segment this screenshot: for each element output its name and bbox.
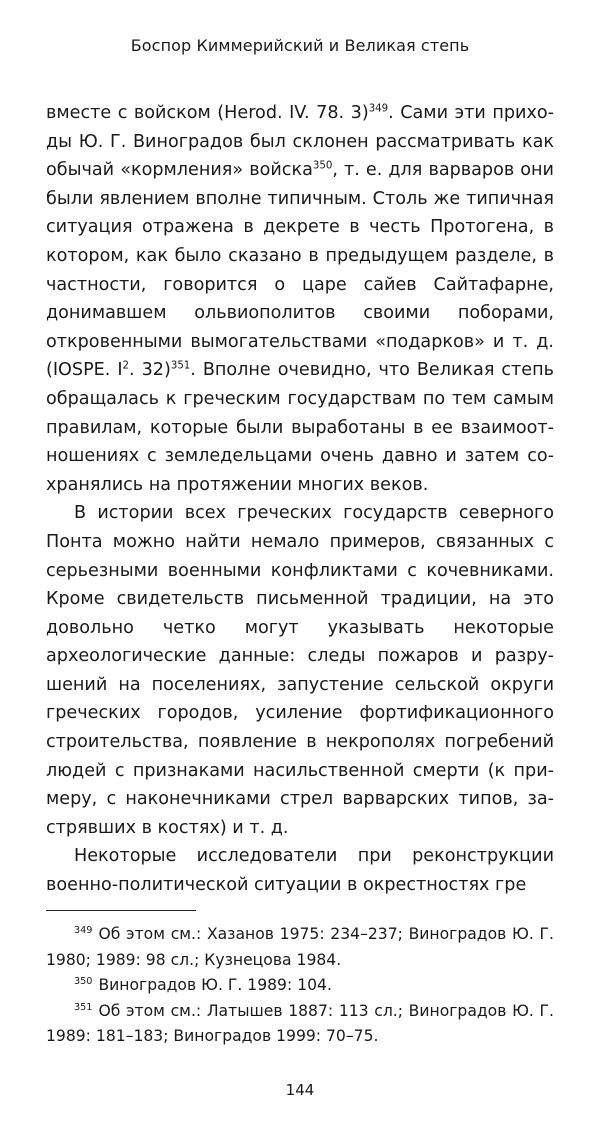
- footnote-number: 349: [74, 925, 93, 937]
- footnote-351: [46, 999, 554, 1050]
- footnotes: [46, 922, 554, 1050]
- page-number: 144: [285, 1081, 315, 1099]
- footnote-number: 351: [74, 1001, 93, 1013]
- text-run: . 32): [129, 360, 171, 381]
- paragraph-3: Некоторые исследователи при реконструкции военно-политической ситуации в окрестностях гре: [46, 846, 554, 896]
- footnote-text: Об этом см.: Хазанов 1975: 234–237; Виноградов Ю. Г. 1980; 1989: 98 сл.; Кузнецова 1984.: [46, 925, 554, 969]
- footnote-text: Виноградов Ю. Г. 1989: 104.: [98, 976, 332, 994]
- text-run: , т. е. для варваров они были явлением вполне типичным. Столь же типичная ситуация отражена в декрете в честь Протогена, в котором, как было сказано в предыдущем разделе, в частности, говорится о царе сайев Сайтафарне, донимавшем ольвиополитов своими поборами, откровенными вымогательствами «подарков» и т. д. (IOSPE. I: [46, 160, 554, 381]
- running-head: Боспор Киммерийский и Великая степь: [130, 36, 470, 55]
- superscript-2: 2: [122, 361, 130, 373]
- footnote-349: [46, 922, 554, 973]
- body-text: [46, 99, 554, 900]
- text-run: . Сами эти приходы Ю. Г. Виноградов был склонен рассматривать как обычай «кормления» войска: [46, 103, 554, 181]
- footnote-350: [46, 973, 554, 999]
- footnote-separator: [46, 910, 196, 911]
- footnote-ref-350: 350: [312, 160, 333, 172]
- footnote-ref-351: 351: [170, 361, 191, 373]
- footnote-ref-349: 349: [368, 103, 389, 115]
- text-run: . Вполне очевидно, что Великая степь обращалась к греческим государствам по тем самым правилам, которые были выработаны в ее взаимоотношениях с земледельцами очень давно и затем сохранялись на протяжении многих веков.: [46, 360, 555, 495]
- paragraph-1: [46, 99, 554, 499]
- text-run: вместе с войском (Herod. IV. 78. 3): [46, 103, 369, 123]
- footnote-number: 350: [74, 976, 93, 988]
- paragraph-2: В истории всех греческих государств северного Понта можно найти немало примеров, связанных с серьезными военными конфликтами с кочевниками. Кроме свидетельств письменной традиции, на это довольно четко могут указывать некоторые археологические данные: следы пожаров и разрушений на поселениях, запустение сельской округи греческих городов, усиление фортификационного строительства, появление в некрополях погребений людей с признаками насильственной смерти (к примеру, с наконечниками стрел варварских типов, застрявших в костях) и т. д.: [46, 503, 554, 838]
- footnote-text: Об этом см.: Латышев 1887: 113 сл.; Виноградов Ю. Г. 1989: 181–183; Виноградов 1999: 70–75.: [46, 1001, 554, 1045]
